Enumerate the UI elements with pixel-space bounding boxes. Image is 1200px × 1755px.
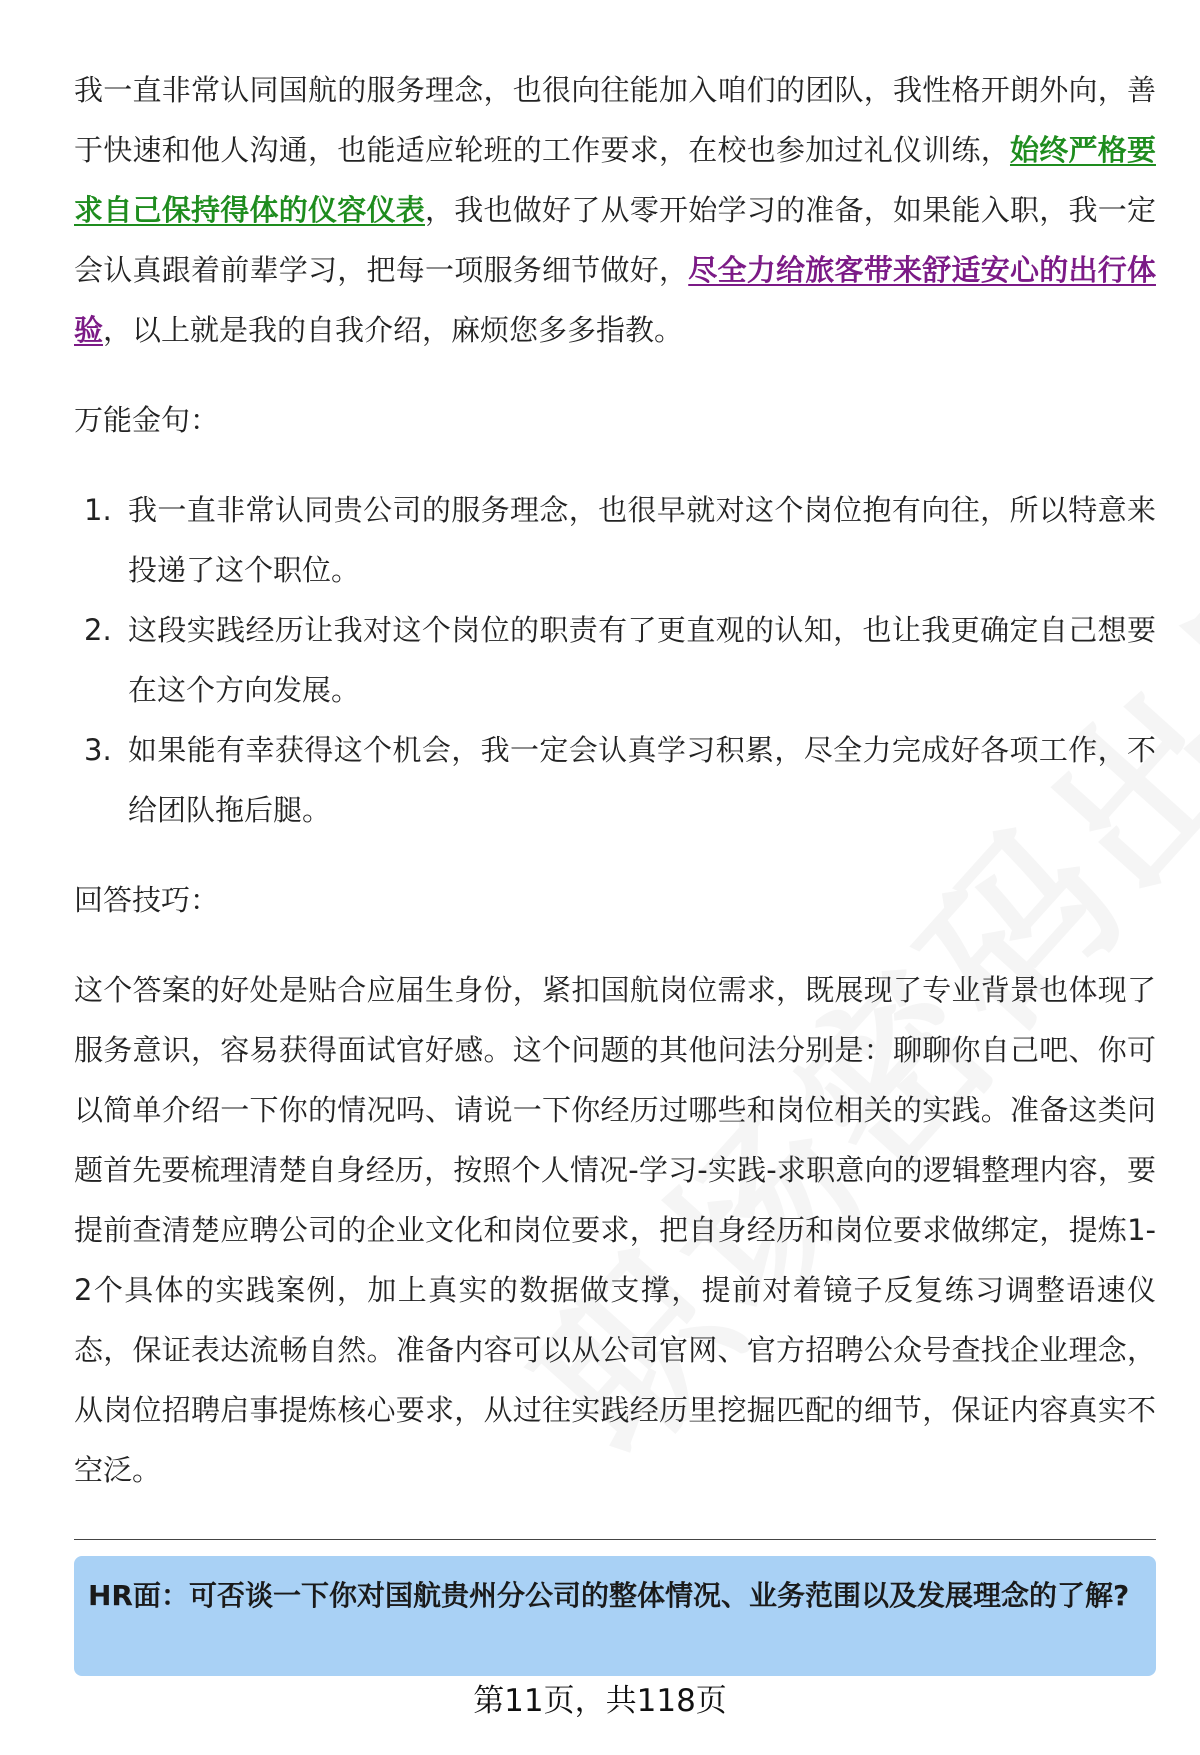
golden-sentences-list — [74, 480, 1156, 840]
list-item-number: 2. — [84, 613, 112, 647]
next-question-text: HR面：可否谈一下你对国航贵州分公司的整体情况、业务范围以及发展理念的了解? — [88, 1579, 1130, 1612]
section-divider — [74, 1539, 1156, 1540]
list-item-text: 我一直非常认同贵公司的服务理念，也很早就对这个岗位抱有向往，所以特意来投递了这个职位。 — [128, 493, 1156, 587]
intro-text-1: 我一直非常认同国航的服务理念，也很向往能加入咱们的团队，我性格开朗外向，善于快速和他人沟通，也能适应轮班的工作要求，在校也参加过礼仪训练， — [74, 73, 1156, 167]
tips-paragraph: 这个答案的好处是贴合应届生身份，紧扣国航岗位需求，既展现了专业背景也体现了服务意识，容易获得面试官好感。这个问题的其他问法分别是：聊聊你自己吧、你可以简单介绍一下你的情况吗、请说一下你经历过哪些和岗位相关的实践。准备这类问题首先要梳理清楚自身经历，按照个人情况-学习-实践-求职意向的逻辑整理内容，要提前查清楚应聘公司的企业文化和岗位要求，把自身经历和岗位要求做绑定，提炼1-2个具体的实践案例，加上真实的数据做支撑，提前对着镜子反复练习调整语速仪态，保证表达流畅自然。准备内容可以从公司官网、官方招聘公众号查找企业理念，从岗位招聘启事提炼核心要求，从过往实践经历里挖掘匹配的细节，保证内容真实不空泛。 — [74, 973, 1156, 1487]
list-item-number: 1. — [84, 493, 112, 527]
intro-paragraph — [74, 60, 1156, 360]
list-item-text: 如果能有幸获得这个机会，我一定会认真学习积累，尽全力完成好各项工作，不给团队拖后腿。 — [128, 733, 1156, 827]
document-body — [74, 60, 1156, 1500]
list-item-number: 3. — [84, 733, 112, 767]
list-item-text: 这段实践经历让我对这个岗位的职责有了更直观的认知，也让我更确定自己想要在这个方向发展。 — [128, 613, 1156, 707]
list-item — [74, 480, 1156, 600]
highlight-purple: 尽全力给旅客带来舒适安心的出行体验 — [74, 253, 1156, 347]
page-number: 第11页，共118页 — [473, 1683, 727, 1719]
golden-sentences-heading: 万能金句： — [74, 403, 220, 437]
tips-heading: 回答技巧： — [74, 883, 220, 917]
list-item — [74, 720, 1156, 840]
next-question-callout — [74, 1556, 1156, 1676]
intro-text-2: ，我也做好了从零开始学习的准备，如果能入职，我一定会认真跟着前辈学习，把每一项服务细节做好， — [74, 193, 1156, 287]
list-item — [74, 600, 1156, 720]
intro-text-3: ，以上就是我的自我介绍，麻烦您多多指教。 — [103, 313, 684, 347]
highlight-green: 始终严格要求自己保持得体的仪容仪表 — [74, 133, 1156, 227]
